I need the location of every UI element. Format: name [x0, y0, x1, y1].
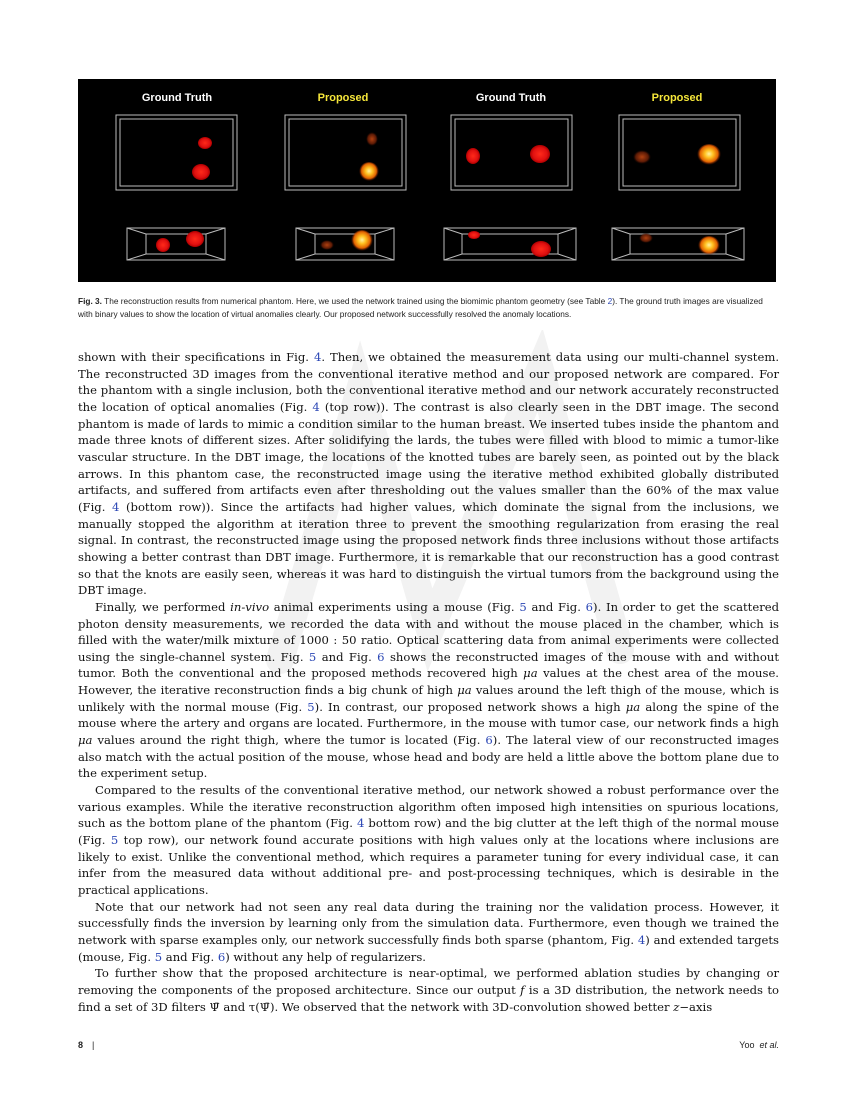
gt1-side-inclusion-b	[186, 231, 204, 247]
caption-text-1: The reconstruction results from numerical phantom. Here, we used the network trained using the biomimic phantom geometry (see Table	[104, 296, 608, 306]
gt1-top-inclusion-a	[198, 137, 212, 149]
fig-link[interactable]: 4	[312, 399, 320, 414]
fig-link[interactable]: 6	[485, 733, 493, 748]
gt2-side-inclusion-a	[468, 231, 480, 239]
figure-label: Fig. 3.	[78, 296, 102, 306]
running-author: Yoo et al.	[739, 1040, 779, 1050]
paragraph-3: Compared to the results of the conventional iterative method, our network showed a robust performance over the various examples. While the iterative reconstruction algorithm often imposed high intensities on spurious locations, such as the bottom plane of the phantom (Fig. 4 bottom row) and the big clutter at the left thigh of the normal mouse (Fig. 5 top row), our network found accurate positions with high values only at the locations where inclusions are likely to exist. Unlike the conventional method, which requires a parameter tuning for every individual case, it can infer from the measured data without additional pre- and post-processing techniques, which is desirable in the practical applications.	[78, 783, 779, 897]
fig-link[interactable]: 6	[217, 949, 226, 964]
fig-link[interactable]: 5	[519, 599, 527, 614]
mu-a-symbol: μa	[625, 699, 641, 714]
fig-link[interactable]: 5	[307, 699, 315, 714]
fig-link[interactable]: 4	[112, 499, 120, 514]
side-view-box-2	[296, 228, 394, 260]
prop2-side-inclusion-a	[639, 233, 653, 243]
gt2-top-inclusion-a	[466, 148, 480, 164]
table-link[interactable]: 2	[607, 296, 613, 306]
paragraph-1: shown with their specifications in Fig. 4. Then, we obtained the measurement data using our multi-channel system. The reconstructed 3D images from the conventional iterative method and our proposed network are compared. For the phantom with a single inclusion, both the conventional iterative method and our network accurately reconstructed the location of optical anomalies (Fig. 4 (top row)). The contrast is also clearly seen in the DBT image. The second phantom is made of lards to mimic a condition similar to the human breast. We inserted tubes inside the phantom and made three knots of different sizes. After solidifying the lards, the tubes were filled with blood to mimic a tumor-like vascular structure. In the DBT image, the locations of the knotted tubes are barely seen, as pointed out by the black arrows. In this phantom case, the reconstructed image using the iterative method exhibited globally distributed artifacts, and suffered from artifacts even after thresholding out the values smaller than the 60% of the max value (Fig. 4 (bottom row)). Since the artifacts had higher values, which dominate the signal from the inclusions, we manually stopped the algorithm at iteration three to prevent the smoothing regularization from erasing the real signal. In contrast, the reconstructed image using the proposed network finds three inclusions without those artifacts showing a better contrast than DBT image. Furthermore, it is remarkable that our reconstruction has a good contrast so that the knots are easily seen, whereas it was hard to distinguish the virtual tumors from the background using the DBT image.	[78, 350, 780, 598]
prop1-top-inclusion-b	[359, 162, 379, 182]
fig-link[interactable]: 5	[154, 949, 163, 964]
paragraph-2: Finally, we performed in-vivo animal experiments using a mouse (Fig. 5 and Fig. 6). In order to get the scattered photon density measurements, we recorded the data with and without the mouse placed in the chamber, which is filled with the water/milk mixture of 1000 : 50 ratio. Optical scattering data from animal experiments were collected using the single-channel system. Fig. 5 and Fig. 6 shows the reconstructed images of the mouse with and without tumor. Both the conventional and the proposed methods recovered high μa values at the chest area of the mouse. However, the iterative reconstruction finds a big chunk of high μa values around the left thigh of the mouse, which is unlikely with the normal mouse (Fig. 5). In contrast, our proposed network shows a high μa along the spine of the mouse where the artery and organs are located. Furthermore, in the mouse with tumor case, our network finds a high μa values around the right thigh, where the tumor is located (Fig. 6). The lateral view of our reconstructed images also match with the actual position of the mouse, whose head and body are held a little above the bottom plane due to the experiment setup.	[78, 599, 780, 781]
gt1-top-inclusion-b	[192, 164, 210, 180]
fig-link[interactable]: 6	[585, 599, 594, 614]
prop2-side-inclusion-b	[698, 236, 720, 256]
caption-text-2: ). The ground truth images are visualized with binary values to show the location of virtual anomalies clearly. Our proposed network successfully resolved the anomaly locations.	[78, 296, 763, 319]
side-view-box-1	[127, 228, 225, 260]
fig-link[interactable]: 6	[377, 649, 385, 664]
top-view-box-1	[116, 115, 237, 190]
gt1-side-inclusion-a	[156, 238, 170, 252]
figure-caption	[78, 295, 778, 320]
phantom-reconstruction-renderings	[78, 79, 776, 282]
column-title-proposed-1: Proposed	[317, 92, 369, 104]
paragraph-5: To further show that the proposed architecture is near-optimal, we performed ablation studies by changing or removing the components of the proposed architecture. Since our output f is a 3D distribution, the network needs to find a set of 3D filters Ψ̄ and τ(Ψ̄). We observed that the network with 3D-convolution showed better z−axis	[78, 966, 779, 1014]
column-title-proposed-2: Proposed	[651, 92, 703, 104]
fig-link[interactable]: 4	[357, 816, 365, 831]
mu-a-symbol: μa	[523, 666, 538, 681]
column-title-ground-truth-2: Ground Truth	[475, 92, 547, 104]
mu-a-symbol: μa	[78, 733, 93, 748]
prop2-top-inclusion-a	[633, 150, 651, 164]
mu-a-symbol: μa	[457, 683, 472, 698]
side-view-box-4	[612, 228, 744, 260]
fig-link[interactable]: 4	[313, 350, 322, 364]
prop1-top-inclusion-a	[366, 132, 378, 146]
gt2-side-inclusion-b	[531, 241, 551, 257]
column-title-ground-truth-1: Ground Truth	[141, 92, 213, 104]
prop1-side-inclusion-b	[351, 230, 373, 252]
gt2-top-inclusion-b	[530, 145, 550, 163]
prop2-top-inclusion-b	[697, 144, 721, 166]
footer-separator: |	[92, 1040, 95, 1050]
fig-link[interactable]: 4	[637, 932, 646, 947]
page-footer	[78, 1040, 779, 1054]
prop1-side-inclusion-a	[320, 240, 334, 250]
page-number: 8	[78, 1040, 84, 1050]
fig-link[interactable]: 5	[308, 649, 317, 664]
top-view-box-2	[285, 115, 406, 190]
body-text	[78, 349, 779, 1015]
paragraph-4: Note that our network had not seen any real data during the training nor the validation process. However, it successfully finds the inversion by learning only from the simulation data. Furthermore, even though we trained the network with sparse examples only, our network successfully finds both sparse (phantom, Fig. 4) and extended targets (mouse, Fig. 5 and Fig. 6) without any help of regularizers.	[78, 899, 779, 964]
figure-3-image	[78, 79, 776, 282]
fig-link[interactable]: 5	[110, 833, 119, 848]
side-view-box-3	[444, 228, 576, 260]
